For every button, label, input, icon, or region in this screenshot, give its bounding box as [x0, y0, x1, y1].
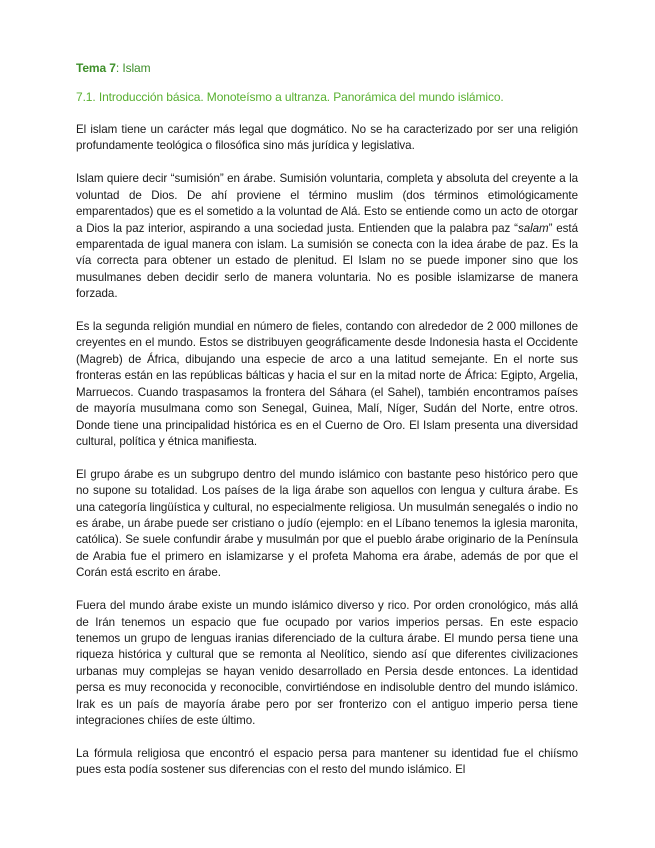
paragraph-4: El grupo árabe es un subgrupo dentro del mundo islámico con bastante peso histórico pero que no supone su totalidad. Los países de la liga árabe son aquellos con lengua y cultura árabe. Es una categoría lingüística y cultural, no especialmente religiosa. Un musulmán senegalés o indio no es árabe, un árabe puede ser cristiano o judío (ejemplo: en el Líbano tenemos la iglesia maronita, católica). Se suele confundir árabe y musulmán por que el pueblo árabe originario de la Península de Arabia fue el primero en islamizarse y el profeta Mahoma era árabe, además de por que el Corán está escrito en árabe.: [76, 467, 578, 580]
paragraph-3: Es la segunda religión mundial en número de fieles, contando con alrededor de 2 000 millones de creyentes en el mundo. Estos se distribuyen geográficamente desde Indonesia hasta el Occidente (Magreb) de África, dibujando una especie de arco a una latitud semejante. En el norte sus fronteras están en las repúblicas bálticas y hacia el sur en la mitad norte de África: Egipto, Argelia, Marruecos. Cuando traspasamos la frontera del Sáhara (el Sahel), también encontramos países de mayoría musulmana como son Senegal, Guinea, Malí, Níger, Sudán del Norte, entre otros. Donde tiene una principalidad histórica es en el Cuerno de Oro. El Islam presenta una diversidad cultural, política y étnica manifiesta.: [76, 320, 578, 448]
document-page: [76, 60, 578, 795]
paragraph-5: Fuera del mundo árabe existe un mundo islámico diverso y rico. Por orden cronológico, más allá de Irán tenemos un espacio que fue ocupado por varios imperios persas. En este espacio tenemos un grupo de lenguas iranias diferenciado de la cultura árabe. El mundo persa tiene una riqueza histórica y cultural que se remonta al Neolítico, siendo así que diferentes civilizaciones urbanas muy complejas se hayan venido desarrollado en Persia desde entonces. La identidad persa es muy reconocida y reconocible, convirtiéndose en indisoluble dentro del mundo islámico. Irak es un país de mayoría árabe pero por ser fronterizo con el antiguo imperio persa tiene integraciones chiíes de este último.: [76, 599, 578, 727]
title-label: Tema 7: [76, 61, 116, 75]
paragraph-6: La fórmula religiosa que encontró el espacio persa para mantener su identidad fue el chiísmo pues esta podía sostener sus diferencias con el resto del mundo islámico. El: [76, 746, 578, 777]
paragraph-2-part-2: ” está emparentada de igual manera con islam. La sumisión se conecta con la idea árabe de paz. Es la vía correcta para obtener un estado de plenitud. El Islam no se puede imponer sino que los musulmanes deben decidir serlo de manera voluntaria. No es posible islamizarse de manera forzada.: [76, 221, 578, 301]
paragraph-2-part-1: Islam quiere decir “sumisión” en árabe. Sumisión voluntaria, completa y absoluta del creyente a la voluntad de Dios. De ahí proviene el término muslim (dos términos etimológicamente emparentados) que es el sometido a la voluntad de Alá. Esto se entiende como un acto de otorgar a Dios la paz interior, aspirando a una sociedad justa. Entienden que la palabra paz “: [76, 172, 578, 235]
section-heading: 7.1. Introducción básica. Monoteísmo a ultranza. Panorámica del mundo islámico.: [76, 90, 504, 104]
page-title: [76, 60, 578, 76]
paragraph-2: [76, 171, 578, 302]
paragraph-1: El islam tiene un carácter más legal que dogmático. No se ha caracterizado por ser una religión profundamente teológica o filosófica sino más jurídica y legislativa.: [76, 123, 578, 153]
title-text: Islam: [122, 61, 151, 75]
paragraph-2-emphasis: salam: [517, 221, 549, 235]
title-separator: :: [115, 61, 123, 75]
